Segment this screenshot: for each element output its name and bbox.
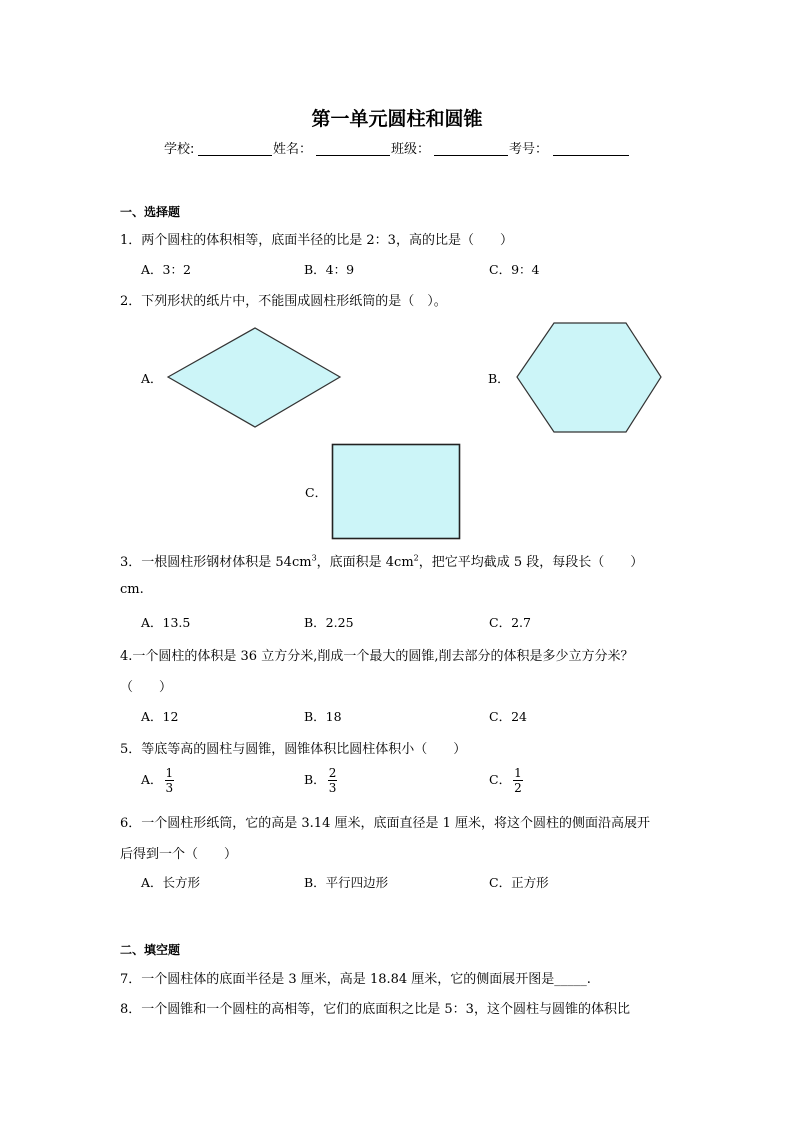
page-title: 第一单元圆柱和圆锥 [311,108,483,130]
exam-no-blank[interactable] [553,141,629,156]
question-6-cont: 后得到一个（ ） [120,847,238,862]
q2-option-c[interactable]: C． [305,485,328,500]
rectangle-shape [331,443,462,540]
q1-option-c[interactable]: C．9：4 [489,262,540,277]
fraction: $\frac{2}{3}$ [328,766,337,795]
q5-option-a[interactable]: A． $\frac{1}{3}$ [141,766,174,795]
question-1: 1．两个圆柱的体积相等，底面半径的比是 2：3，高的比是（ ） [120,233,513,248]
question-6: 6．一个圆柱形纸筒，它的高是 3.14 厘米，底面直径是 1 厘米，将这个圆柱的侧面沿高展开 [120,816,651,831]
q1-option-b[interactable]: B．4：9 [304,262,355,277]
class-label: 班级： [391,142,431,157]
q4-option-b[interactable]: B．18 [304,709,342,724]
section-choice: 一、选择题 [120,205,181,219]
question-7: 7．一个圆柱体的底面半径是 3 厘米，高是 18.84 厘米，它的侧面展开图是_____. [120,972,591,987]
q2-option-b[interactable]: B． [488,371,510,386]
question-4: 4.一个圆柱的体积是 36 立方分米,削成一个最大的圆锥,削去部分的体积是多少立方分米？ [120,649,634,664]
fraction: $\frac{1}{3}$ [165,766,174,795]
q6-option-a[interactable]: A．长方形 [141,875,201,890]
fraction: $\frac{1}{2}$ [514,766,522,795]
question-3-cont: cm. [120,582,144,597]
q2-option-a[interactable]: A． [141,371,163,386]
q4-option-a[interactable]: A．12 [141,709,179,724]
q6-option-c[interactable]: C．正方形 [489,875,549,890]
q5-option-c[interactable]: C． $\frac{1}{2}$ [489,766,522,795]
school-label: 学校: [164,142,195,157]
name-label: 姓名： [273,142,313,157]
school-blank[interactable] [198,141,272,156]
question-5: 5．等底等高的圆柱与圆锥，圆锥体积比圆柱体积小（ ） [120,742,467,757]
q5-option-b[interactable]: B． $\frac{2}{3}$ [304,766,337,795]
q3-option-a[interactable]: A．13.5 [141,615,191,630]
q6-option-b[interactable]: B．平行四边形 [304,875,389,890]
q3-option-c[interactable]: C．2.7 [489,615,531,630]
rhombus-shape [166,326,342,429]
question-4-cont: （ ） [120,680,173,695]
q4-option-c[interactable]: C．24 [489,709,527,724]
q3-option-b[interactable]: B．2.25 [304,615,354,630]
exam-no-label: 考号： [509,142,549,157]
hexagon-shape [515,321,663,434]
question-2: 2．下列形状的纸片中，不能围成圆柱形纸筒的是（ ）。 [120,294,447,309]
q1-option-a[interactable]: A．3：2 [141,262,191,277]
class-blank[interactable] [434,141,508,156]
section-fill: 二、填空题 [120,943,181,957]
question-3: 3．一根圆柱形钢材体积是 $54cm^3$，底面积是 $4cm^2$，把它平均截成 5 段，每段长（ ） [120,553,644,570]
name-blank[interactable] [316,141,390,156]
question-8: 8．一个圆锥和一个圆柱的高相等，它们的底面积之比是 5：3，这个圆柱与圆锥的体积比 [120,1002,630,1017]
